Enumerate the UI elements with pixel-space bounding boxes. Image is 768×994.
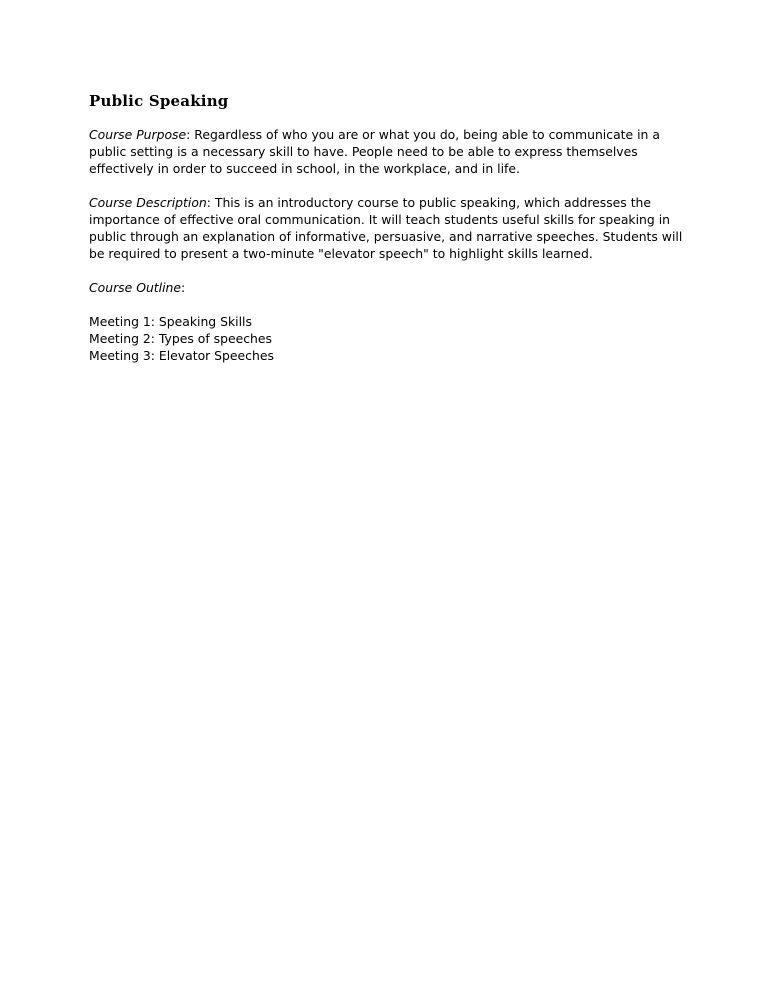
document-title: Public Speaking	[89, 92, 229, 110]
course-description-paragraph	[89, 194, 689, 262]
course-description-label: Course Description	[89, 195, 207, 210]
course-outline-heading	[89, 279, 689, 296]
document-page	[89, 91, 689, 364]
meeting-list	[89, 313, 689, 364]
course-purpose-label: Course Purpose	[89, 127, 187, 142]
course-purpose-paragraph	[89, 126, 689, 177]
course-outline-label: Course Outline	[89, 280, 182, 295]
meeting-item: Meeting 1: Speaking Skills	[89, 314, 252, 329]
course-outline-separator: :	[181, 280, 186, 295]
course-purpose-separator: :	[186, 127, 195, 142]
meeting-item: Meeting 3: Elevator Speeches	[89, 348, 274, 363]
meeting-item: Meeting 2: Types of speeches	[89, 331, 272, 346]
course-purpose-text: Regardless of who you are or what you do, being able to communicate in a public setting is a necessary skill to have. People need to be able to express themselves effectively in order to succeed in school, in the workplace, and in life.	[89, 127, 660, 176]
course-description-separator: :	[206, 195, 215, 210]
course-description-text: This is an introductory course to public speaking, which addresses the importance of effective oral communication. It will teach students useful skills for speaking in public through an explanation of informative, persuasive, and narrative speeches. Students will be required to present a two-minute "elevator speech" to highlight skills learned.	[89, 195, 683, 261]
